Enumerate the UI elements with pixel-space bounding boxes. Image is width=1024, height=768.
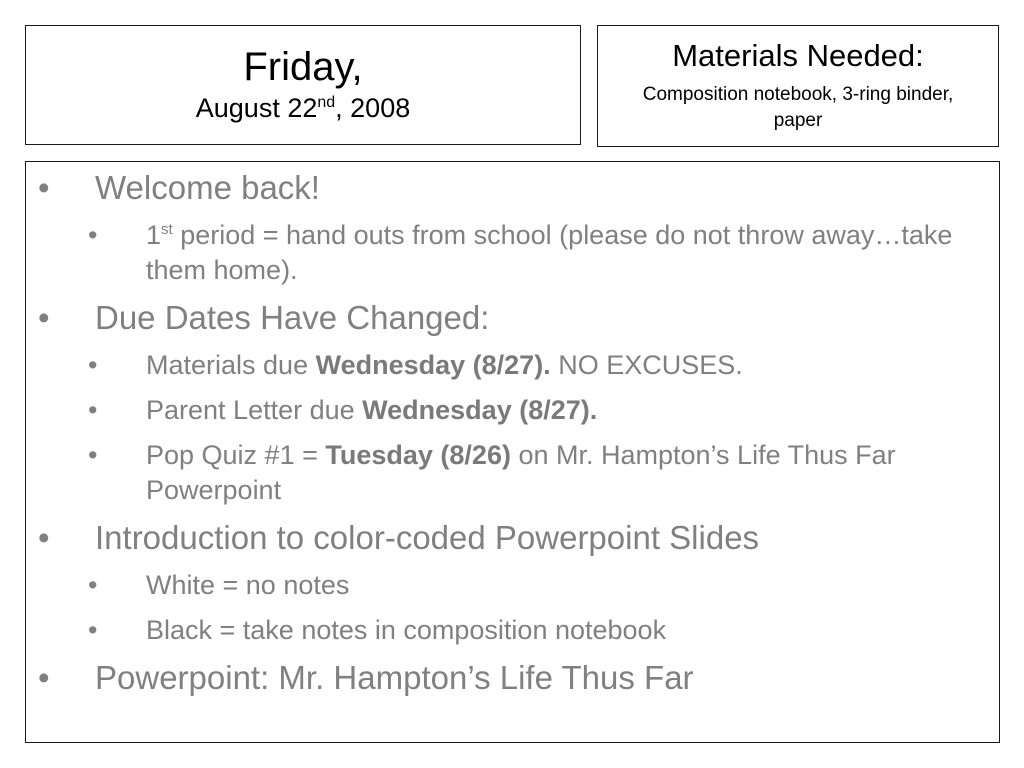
sub-text-pre: White = no notes	[146, 570, 350, 600]
sub-bullet-text	[146, 350, 743, 380]
date-rest: , 2008	[335, 93, 411, 123]
sub-bullet-text	[146, 395, 597, 425]
sub-bullet-dot: •	[88, 395, 98, 425]
slide-title: Friday,	[243, 45, 363, 89]
sub-bullet-text	[146, 615, 666, 645]
bullet-dot: •	[38, 519, 50, 556]
bullet-dot: •	[38, 169, 50, 206]
sub-text-pre: Materials due	[146, 350, 316, 380]
sub-bullet-item	[26, 568, 999, 603]
sub-bullet-text	[146, 440, 896, 505]
slide-date	[26, 92, 580, 124]
sub-bullet-item	[26, 393, 999, 428]
bullet-text: Due Dates Have Changed:	[95, 299, 490, 336]
title-box	[25, 25, 581, 145]
bullet-text: Welcome back!	[95, 169, 320, 206]
bullet-item	[26, 658, 999, 698]
sub-bullet-dot: •	[88, 440, 98, 470]
sub-bullet-item	[26, 218, 999, 288]
bullet-text: Introduction to color-coded Powerpoint Slides	[95, 519, 760, 556]
bullet-dot: •	[38, 299, 50, 336]
sub-text-bold: Tuesday (8/26)	[325, 440, 511, 470]
sub-text-pre: Black = take notes in composition notebook	[146, 615, 667, 645]
sub-text-pre: Pop Quiz #1 =	[146, 440, 326, 470]
sub-text-sup: st	[161, 221, 173, 238]
bullet-dot: •	[38, 659, 50, 696]
sub-text-bold: Wednesday (8/27).	[315, 350, 551, 380]
sub-text-pre: Parent Letter due	[146, 395, 363, 425]
date-prefix: August 22	[195, 93, 318, 123]
bullet-item	[26, 298, 999, 338]
sub-bullet-dot: •	[88, 570, 98, 600]
content-box	[25, 161, 1000, 743]
sub-bullet-item	[26, 613, 999, 648]
materials-title: Materials Needed:	[672, 38, 924, 73]
sub-bullet-dot: •	[88, 350, 98, 380]
sub-text-pre: 1	[146, 220, 162, 250]
bullet-item	[26, 168, 999, 208]
sub-text-post: period = hand outs from school (please do not throw away…take them home).	[146, 220, 953, 285]
sub-text-bold: Wednesday (8/27).	[362, 395, 598, 425]
sub-bullet-dot: •	[88, 615, 98, 645]
sub-text-post: on Mr. Hampton’s Life Thus Far Powerpoint	[146, 440, 896, 505]
date-suffix: nd	[317, 94, 336, 111]
materials-box	[597, 25, 999, 147]
sub-bullet-text	[146, 220, 952, 285]
sub-bullet-item	[26, 438, 999, 508]
bullet-item	[26, 518, 999, 558]
materials-body: Composition notebook, 3-ring binder, paper	[642, 84, 954, 131]
sub-text-post: NO EXCUSES.	[550, 350, 743, 380]
sub-bullet-item	[26, 348, 999, 383]
content-list	[26, 168, 999, 698]
sub-bullet-dot: •	[88, 220, 98, 250]
sub-bullet-text	[146, 570, 349, 600]
bullet-text: Powerpoint: Mr. Hampton’s Life Thus Far	[95, 659, 694, 696]
